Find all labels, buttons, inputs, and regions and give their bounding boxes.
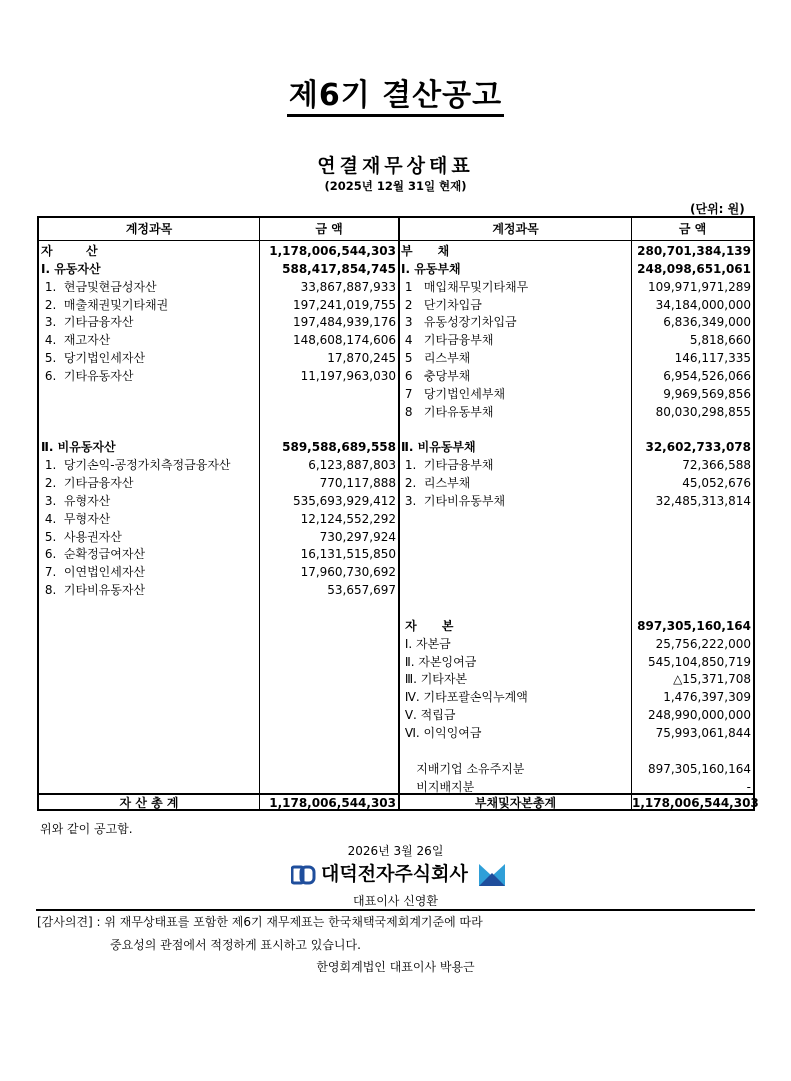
ceo-name: 대표이사 신영환 [353,894,438,908]
asset-row-label: 2. 기타금융자산 [41,476,134,491]
asset-row-label: 3. 기타금융자산 [41,315,134,330]
asset-row-label: 4. 무형자산 [41,511,111,526]
liability-equity-row-label: Ⅴ. 적립금 [401,708,456,723]
liability-equity-row-amount [633,563,751,581]
liability-equity-row-amount: 109,971,971,289 [647,279,751,294]
asset-row-amount: 770,117,888 [319,476,396,491]
liability-equity-row-amount: 75,993,061,844 [655,725,751,740]
total-assets-label: 자 산 총 계 [119,796,179,810]
liability-equity-row-amount [633,421,751,439]
total-liab-equity-amount: 1,178,006,544,303 [632,796,759,810]
liability-equity-row-amount [633,545,751,563]
asset-row-label: 자 산 [41,244,98,258]
asset-row-label: 5. 사용권자산 [41,529,122,544]
header-right-account: 계정과목 [492,222,539,236]
liability-equity-row-amount: 32,485,313,814 [655,493,751,508]
liability-equity-row-label: 3. 기타비유동부채 [401,493,506,508]
liability-equity-row-label: Ⅱ. 자본잉여금 [401,654,477,669]
liability-equity-row-amount: 1,476,397,309 [663,690,751,705]
liability-equity-row-label: 4 기타금융부채 [401,333,494,348]
liability-equity-row-amount: 80,030,298,855 [655,404,751,419]
liability-equity-row-amount: 45,052,676 [682,476,751,491]
asset-row-label: 2. 매출채권및기타채권 [41,297,169,312]
total-assets-amount: 1,178,006,544,303 [269,796,396,810]
liability-equity-row-label: 1 매입채무및기타채무 [401,279,529,294]
liability-equity-row-label [401,563,629,581]
header-left-amount: 금 액 [315,222,343,236]
liability-equity-row-amount: 897,305,160,164 [647,761,751,776]
liability-equity-row-amount: △15,371,708 [673,672,751,687]
asset-row-amount: 53,657,697 [327,583,396,598]
asset-row-label [41,403,257,421]
liability-equity-row-label: 5 리스부채 [401,351,471,366]
header-left-account: 계정과목 [125,222,173,236]
asset-row-amount [261,403,396,421]
asset-row-amount: 589,588,689,558 [282,440,396,455]
liability-equity-row-label: Ⅰ. 자본금 [401,636,451,651]
liability-equity-row-amount: 6,954,526,066 [663,368,751,383]
asset-row-label: 1. 현금및현금성자산 [41,279,157,294]
center-divider [398,218,400,809]
liability-equity-row-label: 6 충당부채 [401,368,471,383]
liability-equity-row-label [401,528,629,546]
liability-equity-row-label [401,545,629,563]
liability-equity-row-label [401,421,629,439]
asset-row-amount: 12,124,552,292 [300,511,396,526]
liability-equity-row-amount: 545,104,850,719 [647,654,751,669]
asset-row-amount: 6,123,887,803 [308,458,396,473]
asset-row-amount: 16,131,515,850 [300,547,396,562]
header-right-amount: 금 액 [678,222,707,236]
liability-equity-row-amount: 897,305,160,164 [637,618,751,633]
liability-equity-row-label: 1. 기타금융부채 [401,458,494,473]
liability-equity-row-label: 자 본 [401,618,454,633]
asset-row-label: Ⅰ. 유동자산 [41,261,101,276]
asset-row-amount: 17,960,730,692 [300,565,396,580]
liability-equity-row-amount: 9,969,569,856 [663,386,751,401]
liability-equity-row-label: Ⅵ. 이익잉여금 [401,725,482,740]
publication-date: 2026년 3월 26일 [347,844,444,858]
liability-equity-row-label: 7 당기법인세부채 [401,386,506,401]
audit-opinion-line-2: 중요성의 관점에서 적정하게 표시하고 있습니다. [110,938,361,952]
asset-row-label: 7. 이연법인세자산 [41,565,146,580]
audit-opinion-line-1: [감사의견] : 위 재무상태표를 포함한 제6기 재무제표는 한국채택국제회계기준에 따라 [37,915,483,929]
liability-equity-row-label [401,599,629,617]
header-divider [39,240,753,241]
audit-divider [36,909,755,911]
liability-equity-row-amount: 72,366,588 [682,458,751,473]
asset-row-amount [261,385,396,403]
company-logo-icon [291,863,317,887]
liability-equity-row-label: Ⅰ. 유동부채 [401,261,461,276]
liability-equity-row-label: 3 유동성장기차입금 [401,315,517,330]
liability-equity-row-amount [633,599,751,617]
total-liab-equity-label: 부채및자본총계 [474,796,557,810]
asset-row-label: 1. 당기손익-공정가치측정금융자산 [41,458,231,473]
closing-statement: 위와 같이 공고함. [40,822,133,836]
liability-equity-row-amount: 248,098,651,061 [637,261,751,276]
asset-row-amount: 197,241,019,755 [292,297,396,312]
asset-row-label [41,421,257,439]
liability-equity-row-amount: 6,836,349,000 [663,315,751,330]
as-of-date: (2025년 12월 31일 현재) [324,179,467,193]
liability-equity-row-amount: 34,184,000,000 [655,297,751,312]
asset-row-amount: 588,417,854,745 [282,261,396,276]
asset-row-amount: 197,484,939,176 [292,315,396,330]
asset-row-amount [261,421,396,439]
liability-equity-row-label: 부 채 [401,244,450,258]
liability-equity-row-amount: 248,990,000,000 [647,708,751,723]
statement-title: 연결재무상태표 [317,155,474,177]
asset-row-amount: 33,867,887,933 [300,279,396,294]
asset-row-label: 8. 기타비유동자산 [41,583,146,598]
asset-row-amount: 1,178,006,544,303 [269,244,396,258]
liability-equity-row-amount [633,528,751,546]
asset-row-amount: 730,297,924 [319,529,396,544]
company-name: 대덕전자주식회사 [321,863,468,885]
liability-equity-row-label: 8 기타유동부채 [401,404,494,419]
liability-equity-row-label: 비지배지분 [401,779,475,794]
liability-equity-row-label: Ⅲ. 기타자본 [401,672,468,687]
asset-row-label: 6. 순확정급여자산 [41,547,146,562]
liability-equity-row-label [401,581,629,599]
liability-equity-row-amount: 146,117,335 [674,351,751,366]
liability-equity-row-label [401,742,629,760]
liability-equity-row-amount: - [746,779,751,794]
asset-row-amount: 148,608,174,606 [292,333,396,348]
balance-sheet-table [37,216,759,811]
asset-row-label: 5. 당기법인세자산 [41,351,146,366]
company-emblem-icon [478,863,506,887]
column-divider [631,218,632,809]
liability-equity-row-amount: 32,602,733,078 [645,440,751,455]
unit-label: (단위: 원) [690,202,745,216]
auditor-name: 한영회계법인 대표이사 박용근 [316,960,475,974]
asset-row-amount: 535,693,929,412 [292,493,396,508]
page-title: 제6기 결산공고 [0,70,791,114]
liability-equity-row-amount [633,510,751,528]
liability-equity-row-amount: 280,701,384,139 [637,244,751,258]
asset-row-amount: 11,197,963,030 [300,368,396,383]
asset-row-amount: 17,870,245 [327,351,396,366]
liability-equity-row-label: 지배기업 소유주지분 [401,761,525,776]
asset-row-label: Ⅱ. 비유동자산 [41,440,116,455]
liability-equity-row-label: 2. 리스부채 [401,476,471,491]
liability-equity-row-label: 2 단기차입금 [401,297,482,312]
asset-row-label: 4. 재고자산 [41,333,111,348]
liability-equity-row-amount: 5,818,660 [689,333,751,348]
liability-equity-row-label: Ⅱ. 비유동부채 [401,440,476,455]
liability-equity-row-amount: 25,756,222,000 [655,636,751,651]
liability-equity-row-amount [633,742,751,760]
liability-equity-row-label: Ⅳ. 기타포괄손익누계액 [401,690,528,705]
asset-row-label: 3. 유형자산 [41,493,111,508]
asset-row-label [41,385,257,403]
column-divider [259,218,260,809]
liability-equity-row-amount [633,581,751,599]
liability-equity-row-label [401,510,629,528]
asset-row-label: 6. 기타유동자산 [41,368,134,383]
